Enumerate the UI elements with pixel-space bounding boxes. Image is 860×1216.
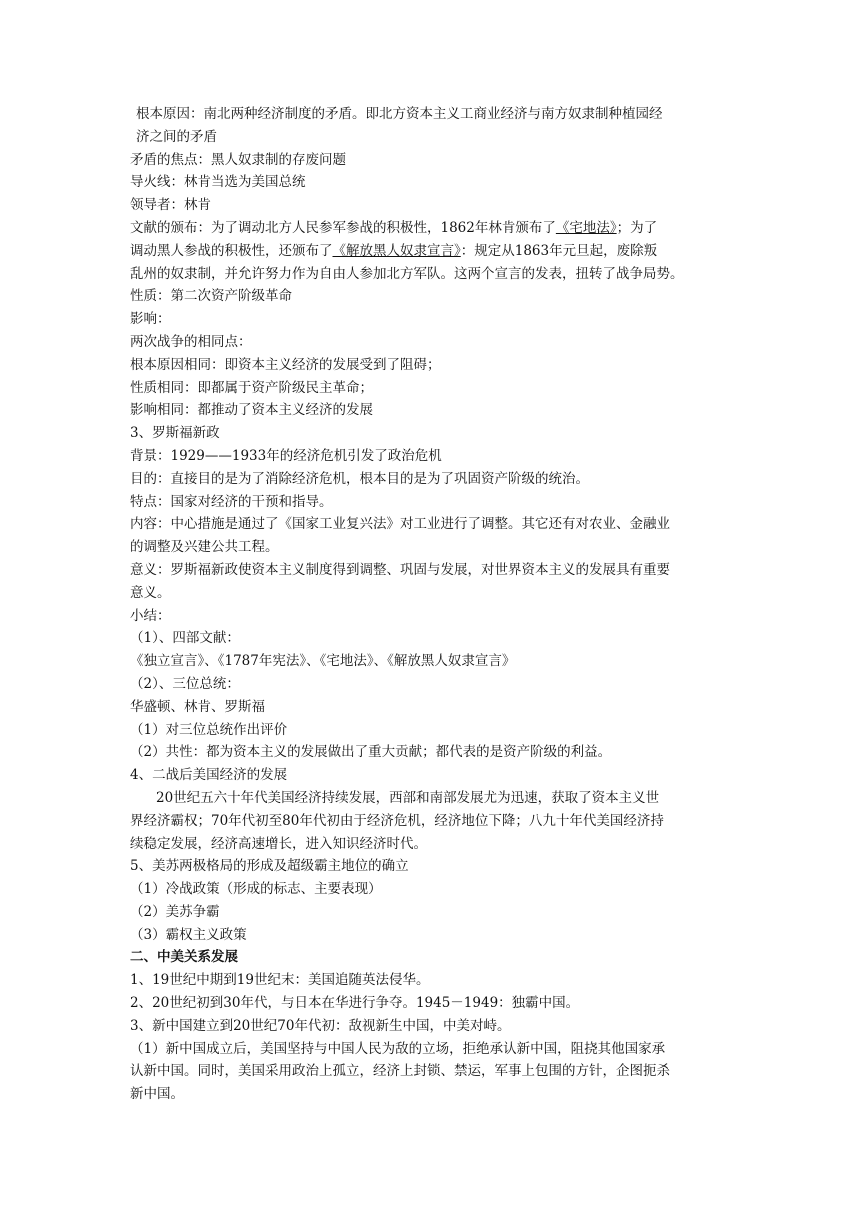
text-segment: 文献的颁布：为了调动北方人民参军参战的积极性，1862年林肯颁布了: [130, 219, 556, 236]
text-line: 2、20世纪初到30年代，与日本在华进行争夺。1945－1949：独霸中国。: [130, 995, 580, 1012]
text-line: 1、19世纪中期到19世纪末：美国追随英法侵华。: [130, 972, 430, 989]
text-line: [130, 240, 738, 263]
underlined-title: 《宅地法》: [555, 219, 617, 236]
text-line: 《独立宣言》、《1787年宪法》、《宅地法》、《解放黑人奴隶宣言》: [130, 653, 516, 670]
text-line: （1）新中国成立后，美国坚持与中国人民为敌的立场，拒绝承认新中国，阻挠其他国家承: [130, 1040, 666, 1057]
text-line: 领导者：林肯: [130, 197, 211, 214]
text-line: 小结：: [130, 607, 171, 624]
section-heading: 4、二战后美国经济的发展: [130, 767, 288, 784]
text-line: 影响：: [130, 311, 171, 328]
text-line: 20世纪五六十年代美国经济持续发展，西部和南部发展尤为迅速，获取了资本主义世: [156, 789, 660, 806]
text-line: 特点：国家对经济的干预和指导。: [130, 493, 333, 510]
text-line: 界经济霸权；70年代初至80年代初由于经济危机，经济地位下降；八九十年代美国经济持: [130, 812, 664, 829]
text-segment: ；为了: [616, 219, 658, 236]
text-line: 新中国。: [130, 1086, 184, 1103]
text-line: 认新中国。同时，美国采用政治上孤立，经济上封锁、禁运，军事上包围的方针，企图扼杀: [130, 1063, 670, 1080]
section-heading: 5、美苏两极格局的形成及超级霸主地位的确立: [130, 858, 409, 875]
text-line: 根本原因相同：即资本主义经济的发展受到了阻碍；: [130, 356, 441, 373]
text-line: 目的：直接目的是为了消除经济危机，根本目的是为了巩固资产阶级的统治。: [130, 470, 589, 487]
text-line: 性质相同：即都属于资产阶级民主革命；: [130, 379, 373, 396]
text-line: （1）冷战政策（形成的标志、主要表现）: [130, 881, 382, 898]
text-line: 乱州的奴隶制，并允许努力作为自由人参加北方军队。这两个宣言的发表，扭转了战争局势。: [130, 265, 684, 282]
text-line: 华盛顿、林肯、罗斯福: [130, 698, 265, 715]
text-line: 3、新中国建立到20世纪70年代初：敌视新生中国，中美对峙。: [130, 1017, 511, 1034]
text-line: 根本原因：南北两种经济制度的矛盾。即北方资本主义工商业经济与南方奴隶制种植园经: [136, 106, 663, 122]
document-page: [130, 103, 738, 1106]
text-line: 续稳定发展，经济高速增长，进入知识经济时代。: [130, 835, 427, 852]
text-line: 影响相同：都推动了资本主义经济的发展: [130, 402, 373, 419]
text-line: 的调整及兴建公共工程。: [130, 539, 279, 556]
text-line: （1）对三位总统作出评价: [130, 721, 288, 738]
text-line: 两次战争的相同点：: [130, 333, 252, 350]
text-line: 性质：第二次资产阶级革命: [130, 288, 292, 305]
text-line: 内容：中心措施是通过了《国家工业复兴法》对工业进行了调整。其它还有对农业、金融业: [130, 516, 670, 533]
text-line: （2）美苏争霸: [130, 903, 220, 920]
text-line: （2）共性：都为资本主义的发展做出了重大贡献；都代表的是资产阶级的利益。: [130, 744, 612, 761]
underlined-title: 《解放黑人奴隶宣言》: [332, 242, 461, 259]
text-line: （2）、三位总统：: [130, 675, 240, 692]
text-segment: 调动黑人参战的积极性，还颁布了: [130, 242, 333, 259]
text-line: 意义。: [130, 584, 171, 601]
text-line: 矛盾的焦点：黑人奴隶制的存废问题: [130, 151, 346, 168]
text-line: 导火线：林肯当选为美国总统: [130, 174, 306, 191]
text-line: （1）、四部文献：: [130, 630, 240, 647]
section-heading: 3、罗斯福新政: [130, 425, 220, 442]
chapter-heading: 二、中美关系发展: [130, 949, 238, 966]
text-line: 意义：罗斯福新政使资本主义制度得到调整、巩固与发展，对世界资本主义的发展具有重要: [130, 561, 670, 578]
text-line: （3）霸权主义政策: [130, 926, 247, 943]
text-line: 济之间的矛盾: [136, 128, 217, 145]
text-segment: ：规定从1863年元旦起，废除叛: [460, 242, 658, 259]
text-line: 背景：1929——1933年的经济危机引发了政治危机: [130, 447, 442, 464]
text-line: [130, 217, 738, 240]
